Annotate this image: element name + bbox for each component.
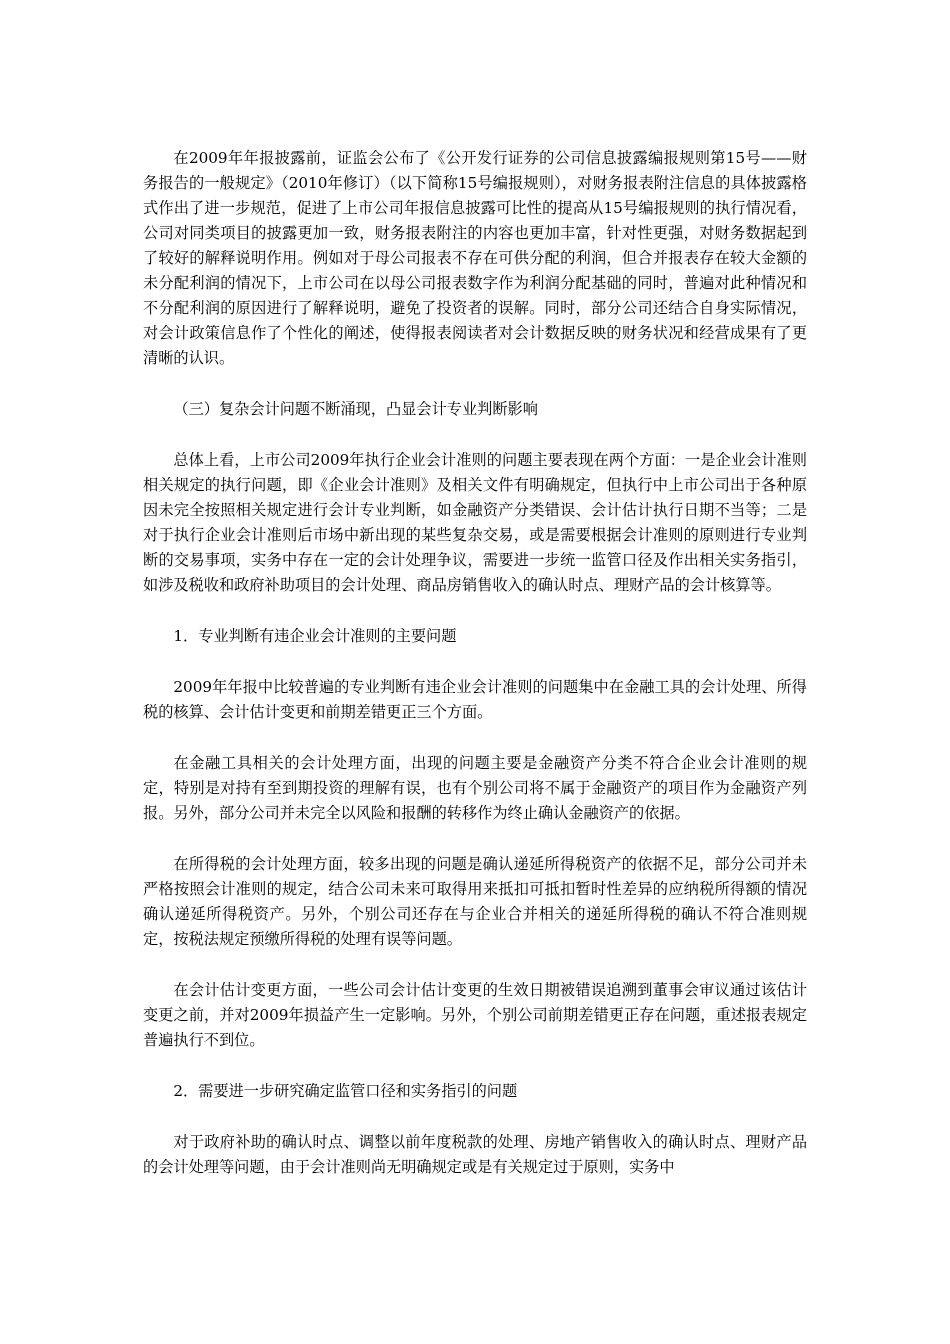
section-heading-complex-issues: （三）复杂会计问题不断涌现，凸显会计专业判断影响 xyxy=(173,400,538,418)
paragraph-overview: 总体上看，上市公司2009年执行企业会计准则的问题主要表现在两个方面：一是企业会计准则相关规定的执行问题，即《企业会计准则》及相关文件有明确规定，但执行中上市公司出于各种原因未完全按照相关规定进行会计专业判断，如金融资产分类错误、会计估计执行日期不当等；二是对于执行企业会计准则后市场中新出现的某些复杂交易，或是需要根据会计准则的原则进行专业判断的交易事项，实务中存在一定的会计处理争议，需要进一步统一监管口径及作出相关实务指引，如涉及税收和政府补助项目的会计处理、商品房销售收入的确认时点、理财产品的会计核算等。 xyxy=(143,451,807,594)
subheading-regulatory-guidance: 2．需要进一步研究确定监管口径和实务指引的问题 xyxy=(173,1082,518,1100)
subheading-judgment-issues: 1．专业判断有违企业会计准则的主要问题 xyxy=(173,627,457,645)
document-page xyxy=(143,146,807,1180)
paragraph-common-issues: 2009年年报中比较普遍的专业判断有违企业会计准则的问题集中在金融工具的会计处理、所得税的核算、会计估计变更和前期差错更正三个方面。 xyxy=(143,678,807,721)
paragraph-disclosure-rules: 在2009年年报披露前，证监会公布了《公开发行证券的公司信息披露编报规则第15号——财务报告的一般规定》（2010年修订）（以下简称15号编报规则），对财务报表附注信息的具体披露格式作出了进一步规范，促进了上市公司年报信息披露可比性的提高从15号编报规则的执行情况看，公司对同类项目的披露更加一致，财务报表附注的内容也更加丰富，针对性更强，对财务数据起到了较好的解释说明作用。例如对于母公司报表不存在可供分配的利润，但合并报表存在较大金额的未分配利润的情况下，上市公司在以母公司报表数字作为利润分配基础的同时，普遍对此种情况和不分配利润的原因进行了解释说明，避免了投资者的误解。同时，部分公司还结合自身实际情况，对会计政策信息作了个性化的阐述，使得报表阅读者对会计数据反映的财务状况和经营成果有了更清晰的认识。 xyxy=(143,149,807,367)
paragraph-estimate-changes: 在会计估计变更方面，一些公司会计估计变更的生效日期被错误追溯到董事会审议通过该估计变更之前，并对2009年损益产生一定影响。另外，个别公司前期差错更正存在问题，重述报表规定普遍执行不到位。 xyxy=(143,981,807,1049)
paragraph-financial-instruments: 在金融工具相关的会计处理方面，出现的问题主要是金融资产分类不符合企业会计准则的规定，特别是对持有至到期投资的理解有误，也有个别公司将不属于金融资产的项目作为金融资产列报。另外，部分公司并未完全以风险和报酬的转移作为终止确认金融资产的依据。 xyxy=(143,754,807,822)
paragraph-income-tax: 在所得税的会计处理方面，较多出现的问题是确认递延所得税资产的依据不足，部分公司并未严格按照会计准则的规定，结合公司未来可取得用来抵扣可抵扣暂时性差异的应纳税所得额的情况确认递延所得税资产。另外，个别公司还存在与企业合并相关的递延所得税的确认不符合准则规定，按税法规定预缴所得税的处理有误等问题。 xyxy=(143,855,807,948)
paragraph-government-subsidies: 对于政府补助的确认时点、调整以前年度税款的处理、房地产销售收入的确认时点、理财产品的会计处理等问题，由于会计准则尚无明确规定或是有关规定过于原则，实务中 xyxy=(143,1133,807,1176)
